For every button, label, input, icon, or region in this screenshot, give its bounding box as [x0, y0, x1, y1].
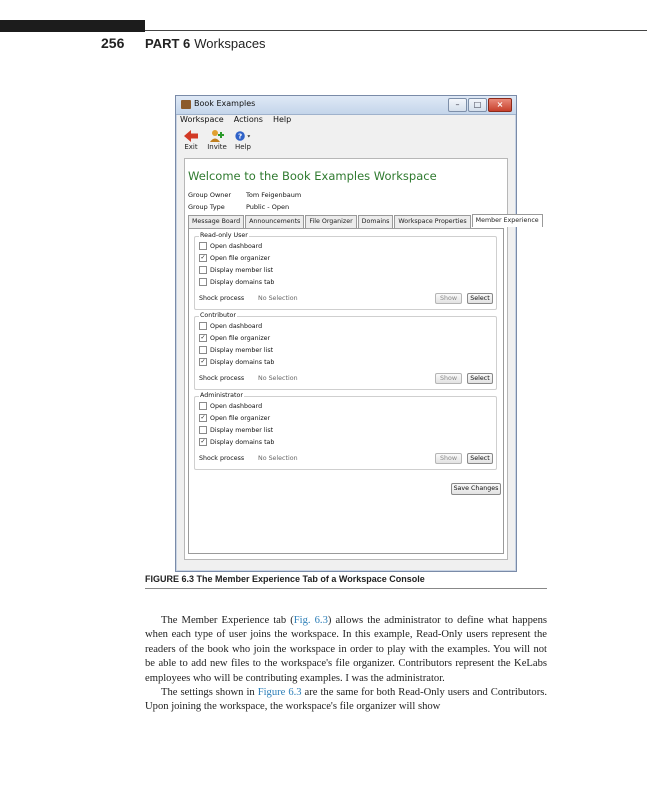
shock-process-value: No Selection	[258, 375, 298, 382]
part-label: PART 6	[145, 36, 191, 51]
title-bar[interactable]	[176, 96, 516, 115]
paragraph	[145, 614, 547, 686]
shock-process-value: No Selection	[258, 455, 298, 462]
option-row[interactable]	[199, 266, 273, 274]
text-run: ) allows the administrator to define what happens when each type of user joins the workspace. In this example, Read-Only users represent the readers of the book who join the workspace in order to play with the examples. You will not be able to add new files to the workspace's file organizer. Contributors represent the KeLabs employees who will be contributing examples. I was the administrator.	[145, 615, 548, 684]
group-title: Read-only User	[200, 232, 248, 239]
checkbox[interactable]	[199, 402, 207, 410]
checkbox[interactable]: ✓	[200, 414, 206, 421]
figure-link[interactable]: Figure 6.3	[257, 687, 302, 699]
text-run: The Member Experience tab (	[161, 615, 294, 626]
invite-button[interactable]	[208, 129, 226, 151]
paragraph	[145, 686, 547, 715]
option-row[interactable]	[199, 414, 270, 422]
menu-actions[interactable]: Actions	[233, 115, 263, 124]
shock-process-value: No Selection	[258, 295, 298, 302]
tab-message-board[interactable]: Message Board	[188, 215, 244, 228]
checkbox[interactable]: ✓	[200, 254, 206, 261]
option-label: Open file organizer	[210, 334, 271, 342]
close-button[interactable]: ×	[488, 98, 512, 112]
select-button[interactable]: Select	[467, 293, 493, 304]
group-contributor	[194, 312, 497, 390]
invite-user-icon	[209, 129, 225, 143]
header-rule	[145, 30, 647, 31]
shock-process-label: Shock process	[199, 375, 245, 382]
part-title: Workspaces	[194, 36, 266, 51]
exit-label: Exit	[184, 143, 198, 151]
option-row[interactable]	[199, 402, 262, 410]
menu-help[interactable]: Help	[272, 115, 292, 124]
text-run: are the same for both Read-Only users and Contributors. Upon joining the workspace, the workspace's file organizer will show	[145, 687, 548, 713]
option-row[interactable]	[199, 426, 273, 434]
select-button[interactable]: Select	[467, 373, 493, 384]
option-label: Display member list	[210, 426, 274, 434]
option-label: Open file organizer	[210, 254, 271, 262]
checkbox[interactable]	[199, 346, 207, 354]
tab-domains[interactable]: Domains	[358, 215, 394, 228]
option-row[interactable]	[199, 334, 270, 342]
menu-workspace[interactable]: Workspace	[180, 115, 224, 124]
group-title: Administrator	[200, 392, 243, 399]
option-row[interactable]	[199, 358, 274, 366]
checkbox[interactable]	[199, 322, 207, 330]
svg-text:?: ?	[237, 131, 243, 141]
exit-arrow-icon	[183, 129, 199, 143]
console-content	[184, 158, 539, 560]
maximize-button[interactable]: □	[468, 98, 487, 112]
checkbox[interactable]	[199, 426, 207, 434]
invite-label: Invite	[207, 143, 227, 151]
option-row[interactable]	[199, 438, 274, 446]
option-label: Open dashboard	[210, 322, 263, 330]
option-row[interactable]	[199, 242, 262, 250]
tab-announcements[interactable]: Announcements	[245, 215, 304, 228]
group-owner-row	[188, 191, 302, 199]
window-title: Book Examples	[194, 99, 256, 108]
checkbox[interactable]: ✓	[200, 334, 206, 341]
text-run: The settings shown in	[161, 687, 258, 699]
group-owner-label: Group Owner	[188, 191, 232, 199]
group-read-only-user	[194, 232, 497, 310]
figure-caption: FIGURE 6.3 The Member Experience Tab of a Workspace Console	[145, 574, 425, 584]
show-button[interactable]: Show	[435, 373, 462, 384]
caption-rule	[145, 588, 547, 589]
save-changes-button[interactable]: Save Changes	[451, 483, 501, 495]
minimize-button[interactable]: –	[448, 98, 467, 112]
help-label: Help	[235, 143, 251, 151]
option-row[interactable]	[199, 346, 273, 354]
figure-link[interactable]: Fig. 6.3	[293, 615, 328, 626]
help-button[interactable]	[234, 129, 252, 151]
toolbar	[182, 129, 252, 151]
option-label: Open dashboard	[210, 402, 263, 410]
shock-process-label: Shock process	[199, 295, 245, 302]
member-experience-panel	[188, 228, 504, 554]
show-button[interactable]: Show	[435, 293, 462, 304]
page-number: 256	[101, 35, 125, 51]
checkbox[interactable]: ✓	[200, 358, 206, 365]
option-label: Display domains tab	[210, 358, 275, 366]
group-type-value: Public - Open	[246, 203, 290, 211]
workspace-window	[175, 95, 539, 572]
running-head	[145, 36, 266, 51]
tab-file-organizer[interactable]: File Organizer	[305, 215, 356, 228]
option-label: Display member list	[210, 346, 274, 354]
show-button[interactable]: Show	[435, 453, 462, 464]
option-label: Open dashboard	[210, 242, 263, 250]
tab-strip	[188, 215, 544, 228]
option-label: Display domains tab	[210, 278, 275, 286]
checkbox[interactable]: ✓	[200, 438, 206, 445]
exit-button[interactable]	[182, 129, 200, 151]
checkbox[interactable]	[199, 242, 207, 250]
shock-process-label: Shock process	[199, 455, 245, 462]
app-icon	[181, 100, 191, 109]
option-label: Display member list	[210, 266, 274, 274]
checkbox[interactable]	[199, 278, 207, 286]
welcome-heading: Welcome to the Book Examples Workspace	[188, 169, 437, 183]
group-title: Contributor	[200, 312, 236, 319]
group-type-row	[188, 203, 290, 211]
group-type-label: Group Type	[188, 203, 225, 211]
checkbox[interactable]	[199, 266, 207, 274]
option-label: Open file organizer	[210, 414, 271, 422]
help-icon	[235, 129, 251, 143]
option-label: Display domains tab	[210, 438, 275, 446]
option-row[interactable]	[199, 322, 262, 330]
group-administrator	[194, 392, 497, 470]
tab-workspace-properties[interactable]: Workspace Properties	[394, 215, 470, 228]
body-text	[145, 614, 547, 715]
menu-bar	[180, 115, 291, 124]
option-row[interactable]	[199, 278, 274, 286]
tab-member-experience[interactable]: Member Experience	[472, 214, 543, 227]
group-owner-value: Tom Feigenbaum	[246, 191, 302, 199]
option-row[interactable]	[199, 254, 270, 262]
header-bar	[0, 20, 145, 32]
select-button[interactable]: Select	[467, 453, 493, 464]
